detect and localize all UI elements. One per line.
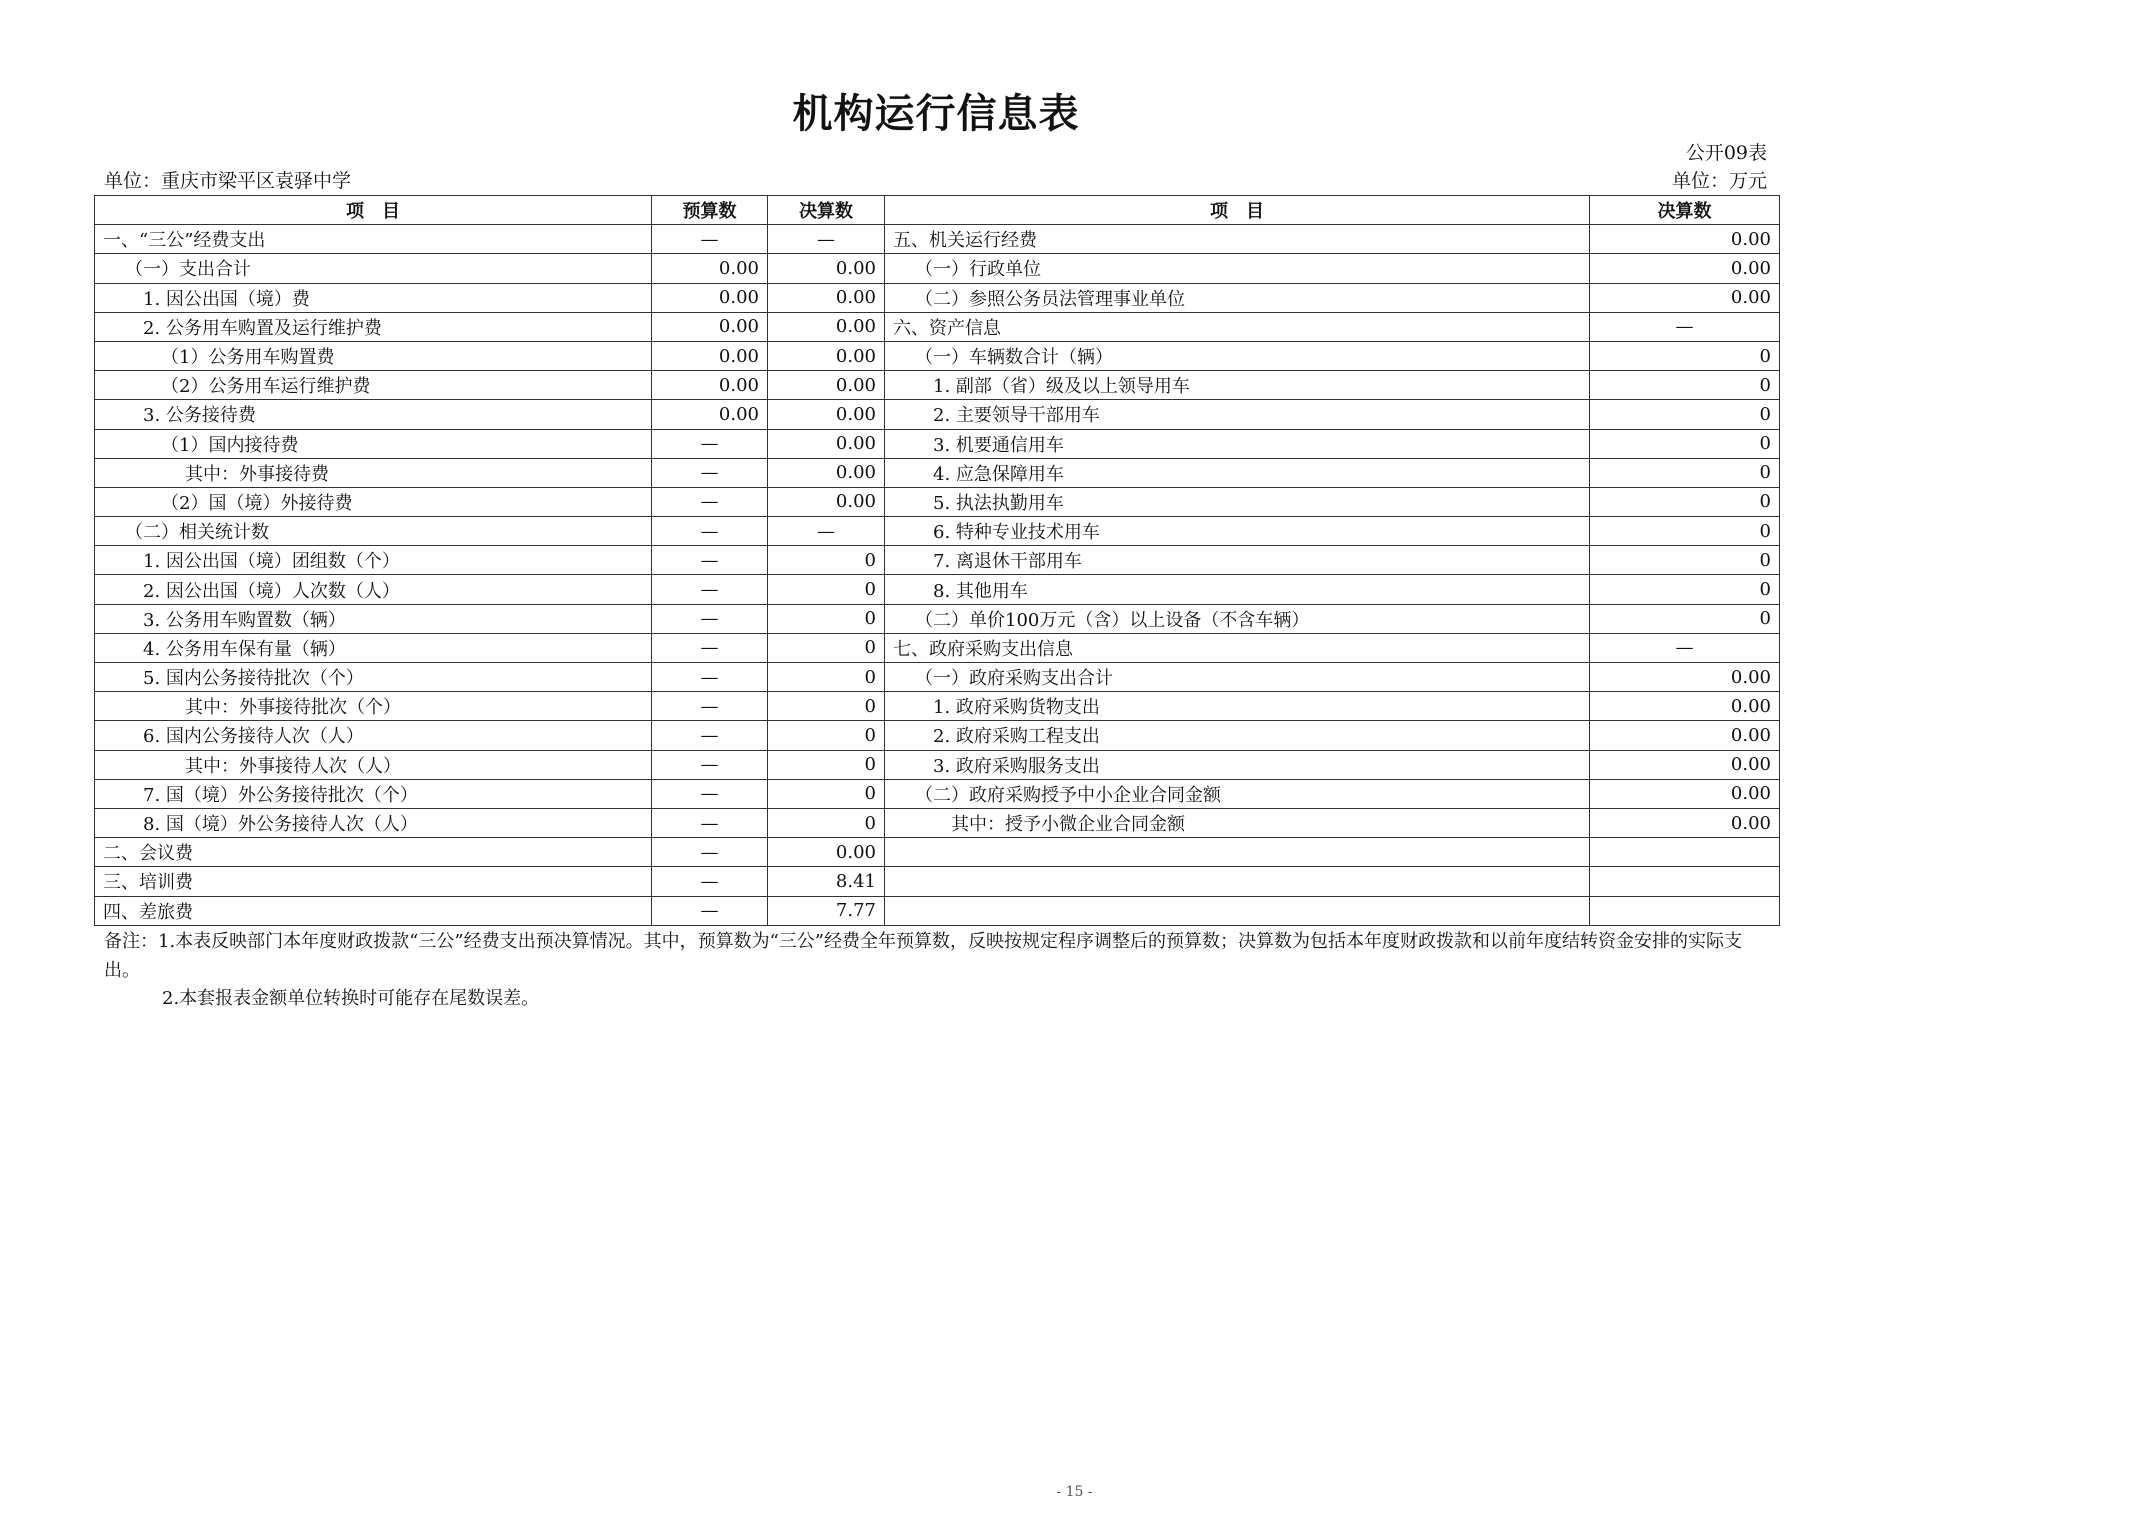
right-item-label: （一）政府采购支出合计 [885, 663, 1590, 692]
left-item-label: （1）国内接待费 [95, 429, 652, 458]
right-final-value: 0 [1590, 487, 1780, 516]
left-budget-value: 0.00 [652, 283, 768, 312]
left-item-label: （二）相关统计数 [95, 517, 652, 546]
left-budget-value: 0.00 [652, 400, 768, 429]
page-number: - 15 - [1056, 1484, 1093, 1500]
right-item-label: 五、机关运行经费 [885, 225, 1590, 254]
right-item-label: 3. 机要通信用车 [885, 429, 1590, 458]
left-final-value: 0 [768, 546, 885, 575]
table-row [95, 838, 1780, 867]
left-final-value: 8.41 [768, 867, 885, 896]
left-item-label: 7. 国（境）外公务接待批次（个） [95, 779, 652, 808]
right-item-label: （二）参照公务员法管理事业单位 [885, 283, 1590, 312]
right-item-label: 6. 特种专业技术用车 [885, 517, 1590, 546]
right-item-label: 六、资产信息 [885, 312, 1590, 341]
left-budget-value: — [652, 896, 768, 925]
header-final-right: 决算数 [1590, 196, 1780, 225]
page-title: 机构运行信息表 [792, 90, 1080, 137]
left-final-value: 0.00 [768, 487, 885, 516]
right-final-value [1590, 838, 1780, 867]
table-code: 公开09表 [1685, 142, 1767, 164]
right-final-value [1590, 867, 1780, 896]
right-item-label [885, 838, 1590, 867]
left-final-value: 0.00 [768, 838, 885, 867]
right-final-value: 0 [1590, 341, 1780, 370]
header-item: 项 目 [95, 196, 652, 225]
right-item-label: 1. 政府采购货物支出 [885, 692, 1590, 721]
table-row [95, 750, 1780, 779]
left-final-value: 7.77 [768, 896, 885, 925]
right-item-label: 其中：授予小微企业合同金额 [885, 808, 1590, 837]
left-item-label: 其中：外事接待费 [95, 458, 652, 487]
left-item-label: 三、培训费 [95, 867, 652, 896]
right-item-label: 七、政府采购支出信息 [885, 633, 1590, 662]
left-budget-value: — [652, 633, 768, 662]
left-final-value: — [768, 225, 885, 254]
table-row [95, 721, 1780, 750]
left-budget-value: 0.00 [652, 312, 768, 341]
table-row [95, 575, 1780, 604]
left-final-value: 0 [768, 779, 885, 808]
right-final-value: 0.00 [1590, 779, 1780, 808]
left-item-label: （一）支出合计 [95, 254, 652, 283]
left-budget-value: — [652, 750, 768, 779]
left-final-value: 0.00 [768, 254, 885, 283]
left-item-label: 5. 国内公务接待批次（个） [95, 663, 652, 692]
left-budget-value: — [652, 838, 768, 867]
left-item-label: （2）公务用车运行维护费 [95, 371, 652, 400]
left-item-label: 2. 公务用车购置及运行维护费 [95, 312, 652, 341]
table-row [95, 867, 1780, 896]
right-final-value [1590, 896, 1780, 925]
table-row [95, 692, 1780, 721]
left-final-value: 0.00 [768, 429, 885, 458]
table-row [95, 283, 1780, 312]
table-row [95, 429, 1780, 458]
table-row [95, 458, 1780, 487]
table-header-row [95, 196, 1780, 225]
left-item-label: 6. 国内公务接待人次（人） [95, 721, 652, 750]
left-budget-value: — [652, 721, 768, 750]
right-item-label: 3. 政府采购服务支出 [885, 750, 1590, 779]
table-row [95, 400, 1780, 429]
right-final-value: 0.00 [1590, 808, 1780, 837]
right-item-label: （二）单价100万元（含）以上设备（不含车辆） [885, 604, 1590, 633]
left-final-value: 0 [768, 633, 885, 662]
organization-unit: 单位：重庆市梁平区袁驿中学 [104, 170, 352, 192]
left-item-label: 二、会议费 [95, 838, 652, 867]
header-final: 决算数 [768, 196, 885, 225]
left-budget-value: 0.00 [652, 371, 768, 400]
left-budget-value: — [652, 429, 768, 458]
notes [104, 928, 1774, 1014]
table-row [95, 779, 1780, 808]
table-row [95, 312, 1780, 341]
left-final-value: 0 [768, 663, 885, 692]
table-row [95, 225, 1780, 254]
institution-operation-table [94, 195, 1780, 926]
right-final-value: 0 [1590, 458, 1780, 487]
right-final-value: 0.00 [1590, 254, 1780, 283]
right-final-value: 0 [1590, 546, 1780, 575]
right-final-value: 0 [1590, 371, 1780, 400]
left-item-label: 四、差旅费 [95, 896, 652, 925]
right-final-value: 0 [1590, 575, 1780, 604]
left-item-label: （1）公务用车购置费 [95, 341, 652, 370]
left-final-value: 0.00 [768, 458, 885, 487]
table-row [95, 896, 1780, 925]
left-item-label: 2. 因公出国（境）人次数（人） [95, 575, 652, 604]
left-final-value: 0 [768, 808, 885, 837]
right-item-label: 2. 政府采购工程支出 [885, 721, 1590, 750]
left-item-label: 4. 公务用车保有量（辆） [95, 633, 652, 662]
table-row [95, 487, 1780, 516]
table-row [95, 663, 1780, 692]
left-budget-value: — [652, 225, 768, 254]
left-budget-value: — [652, 779, 768, 808]
left-item-label: 8. 国（境）外公务接待人次（人） [95, 808, 652, 837]
left-final-value: 0.00 [768, 283, 885, 312]
right-item-label: 2. 主要领导干部用车 [885, 400, 1590, 429]
right-final-value: 0 [1590, 400, 1780, 429]
right-item-label: （一）车辆数合计（辆） [885, 341, 1590, 370]
right-final-value: 0.00 [1590, 283, 1780, 312]
table-row [95, 604, 1780, 633]
left-item-label: 一、“三公”经费支出 [95, 225, 652, 254]
left-final-value: 0.00 [768, 400, 885, 429]
left-final-value: 0.00 [768, 341, 885, 370]
left-final-value: 0.00 [768, 371, 885, 400]
right-final-value: 0 [1590, 604, 1780, 633]
currency-unit: 单位：万元 [1671, 170, 1767, 192]
left-budget-value: — [652, 458, 768, 487]
left-item-label: （2）国（境）外接待费 [95, 487, 652, 516]
left-budget-value: — [652, 546, 768, 575]
right-final-value: 0.00 [1590, 750, 1780, 779]
left-budget-value: 0.00 [652, 341, 768, 370]
note-1: 备注：1.本表反映部门本年度财政拨款“三公”经费支出预决算情况。其中，预算数为“三公”经费全年预算数，反映按规定程序调整后的预算数；决算数为包括本年度财政拨款和以前年度结转资金安排的实际支出。 [104, 931, 1742, 981]
left-item-label: 3. 公务接待费 [95, 400, 652, 429]
left-budget-value: — [652, 692, 768, 721]
right-final-value: — [1590, 633, 1780, 662]
left-budget-value: — [652, 808, 768, 837]
right-final-value: 0.00 [1590, 225, 1780, 254]
table-row [95, 341, 1780, 370]
right-final-value: 0.00 [1590, 692, 1780, 721]
left-budget-value: 0.00 [652, 254, 768, 283]
right-item-label: （二）政府采购授予中小企业合同金额 [885, 779, 1590, 808]
right-item-label: 5. 执法执勤用车 [885, 487, 1590, 516]
table-row [95, 371, 1780, 400]
left-item-label: 1. 因公出国（境）费 [95, 283, 652, 312]
right-item-label [885, 896, 1590, 925]
right-final-value: 0 [1590, 517, 1780, 546]
left-final-value: 0.00 [768, 312, 885, 341]
left-final-value: 0 [768, 604, 885, 633]
header-item-right: 项 目 [885, 196, 1590, 225]
left-final-value: 0 [768, 575, 885, 604]
right-item-label: 8. 其他用车 [885, 575, 1590, 604]
right-item-label [885, 867, 1590, 896]
right-item-label: 7. 离退休干部用车 [885, 546, 1590, 575]
left-budget-value: — [652, 604, 768, 633]
right-item-label: 4. 应急保障用车 [885, 458, 1590, 487]
left-budget-value: — [652, 487, 768, 516]
table-row [95, 808, 1780, 837]
left-budget-value: — [652, 663, 768, 692]
table-row [95, 517, 1780, 546]
header-budget: 预算数 [652, 196, 768, 225]
left-final-value: 0 [768, 750, 885, 779]
left-item-label: 3. 公务用车购置数（辆） [95, 604, 652, 633]
left-budget-value: — [652, 517, 768, 546]
right-final-value: 0 [1590, 429, 1780, 458]
table-row [95, 546, 1780, 575]
right-final-value: — [1590, 312, 1780, 341]
left-budget-value: — [652, 867, 768, 896]
right-final-value: 0.00 [1590, 721, 1780, 750]
left-final-value: 0 [768, 721, 885, 750]
right-final-value: 0.00 [1590, 663, 1780, 692]
right-item-label: （一）行政单位 [885, 254, 1590, 283]
table-row [95, 254, 1780, 283]
right-item-label: 1. 副部（省）级及以上领导用车 [885, 371, 1590, 400]
left-item-label: 1. 因公出国（境）团组数（个） [95, 546, 652, 575]
left-item-label: 其中：外事接待人次（人） [95, 750, 652, 779]
left-item-label: 其中：外事接待批次（个） [95, 692, 652, 721]
left-final-value: 0 [768, 692, 885, 721]
left-budget-value: — [652, 575, 768, 604]
note-2: 2.本套报表金额单位转换时可能存在尾数误差。 [162, 988, 540, 1009]
left-final-value: — [768, 517, 885, 546]
table-row [95, 633, 1780, 662]
